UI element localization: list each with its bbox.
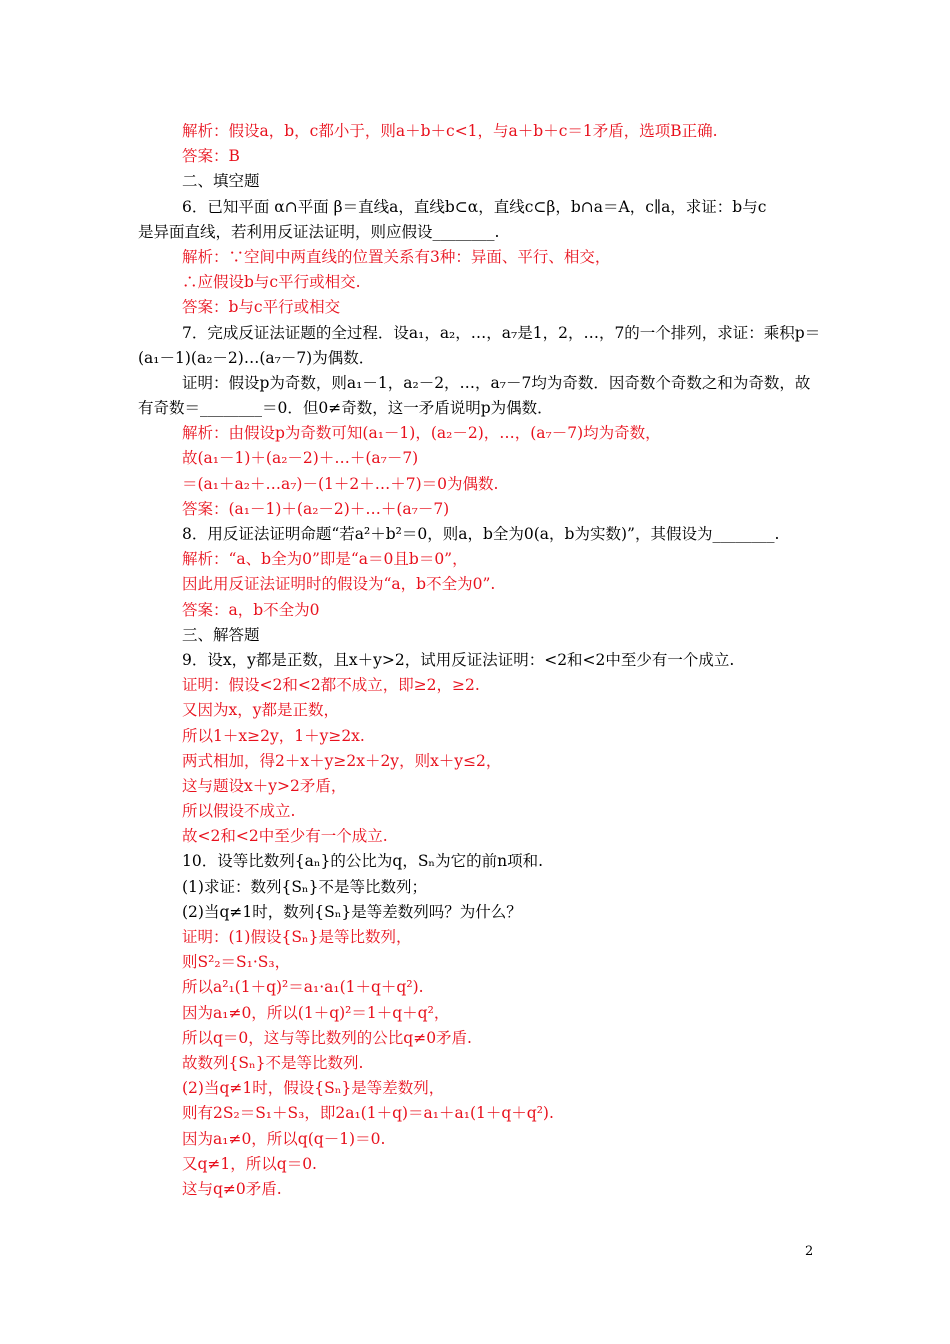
text-line: 又因为x，y都是正数，: [182, 701, 339, 720]
text-line: 答案：b与c平行或相交: [182, 298, 341, 317]
text-line: 三、解答题: [182, 625, 260, 644]
text-line: 解析：∵空间中两直线的位置关系有3种：异面、平行、相交，: [182, 247, 611, 266]
text-line: (2)当q≠1时，假设{Sₙ}是等差数列，: [182, 1079, 445, 1098]
text-line: 所以q＝0，这与等比数列的公比q≠0矛盾.: [182, 1028, 472, 1047]
text-line: 解析：“a、b全为0”即是“a＝0且b＝0”，: [182, 550, 468, 569]
text-line: 两式相加，得2＋x＋y≥2x＋2y，则x＋y≤2，: [182, 751, 502, 770]
text-line: 这与q≠0矛盾.: [182, 1179, 282, 1198]
text-line: 6．已知平面 α∩平面 β＝直线a，直线b⊂α，直线c⊂β，b∩a＝A，c∥a，求证：b与c: [182, 197, 767, 216]
document-body: [138, 119, 821, 1202]
text-line: 这与题设x＋y>2矛盾，: [182, 776, 347, 795]
text-line: 证明：(1)假设{Sₙ}是等比数列，: [182, 928, 412, 946]
text-line: 证明：假设<2和<2都不成立，即≥2，≥2.: [182, 676, 480, 695]
text-line: 10．设等比数列{aₙ}的公比为q，Sₙ为它的前n项和.: [182, 852, 544, 871]
page-number: 2: [805, 1244, 814, 1259]
text-line: (2)当q≠1时，数列{Sₙ}是等差数列吗？为什么？: [182, 902, 522, 921]
text-line: 答案：a，b不全为0: [182, 600, 320, 619]
text-line: 则有2S₂＝S₁＋S₃，即2a₁(1＋q)＝a₁＋a₁(1＋q＋q²).: [182, 1104, 554, 1123]
text-line: 又q≠1，所以q＝0.: [182, 1154, 317, 1173]
text-line: 故<2和<2中至少有一个成立.: [182, 827, 388, 846]
text-line: 解析：假设a，b，c都小于，则a＋b＋c<1，与a＋b＋c＝1矛盾，选项B正确.: [182, 122, 718, 140]
text-line: (1)求证：数列{Sₙ}不是等比数列；: [182, 877, 428, 896]
text-line: 因为a₁≠0，所以(1＋q)²＝1＋q＋q²，: [182, 1003, 450, 1022]
text-line: 8．用反证法证明命题“若a²＋b²＝0，则a，b全为0(a，b为实数)”，其假设为________.: [182, 525, 780, 543]
text-line: ∴应假设b与c平行或相交.: [182, 273, 361, 292]
text-line: 答案：B: [182, 147, 240, 166]
text-line: 证明：假设p为奇数，则a₁－1，a₂－2，…，a₇－7均为奇数．因奇数个奇数之和为奇数，故: [182, 373, 811, 392]
text-line: 所以假设不成立.: [182, 802, 296, 821]
text-line: ＝(a₁＋a₂＋…a₇)－(1＋2＋…＋7)＝0为偶数.: [182, 474, 499, 493]
text-line: 故(a₁－1)＋(a₂－2)＋…＋(a₇－7): [182, 449, 419, 468]
text-line: 故数列{Sₙ}不是等比数列.: [182, 1053, 364, 1072]
text-line: 二、填空题: [182, 172, 260, 191]
text-line: 有奇数＝________＝0．但0≠奇数，这一矛盾说明p为偶数．: [138, 399, 553, 418]
text-line: 所以1＋x≥2y，1＋y≥2x.: [182, 726, 365, 745]
text-line: 是异面直线，若利用反证法证明，则应假设________.: [138, 222, 500, 241]
text-line: 解析：由假设p为奇数可知(a₁－1)，(a₂－2)，…，(a₇－7)均为奇数，: [182, 424, 661, 443]
text-line: 因此用反证法证明时的假设为“a，b不全为0”.: [182, 575, 496, 594]
text-line: 则S²₂＝S₁·S₃，: [182, 953, 291, 972]
text-line: 答案：(a₁－1)＋(a₂－2)＋…＋(a₇－7): [182, 499, 450, 518]
text-line: 7．完成反证法证题的全过程．设a₁，a₂，…，a₇是1，2，…，7的一个排列，求证：乘积p＝: [182, 323, 821, 342]
text-line: 因为a₁≠0，所以q(q－1)＝0.: [182, 1129, 386, 1148]
text-line: (a₁－1)(a₂－2)…(a₇－7)为偶数．: [138, 348, 375, 367]
text-line: 所以a²₁(1＋q)²＝a₁·a₁(1＋q＋q²).: [182, 978, 424, 997]
text-line: 9．设x，y都是正数，且x＋y>2，试用反证法证明：<2和<2中至少有一个成立.: [182, 650, 735, 669]
